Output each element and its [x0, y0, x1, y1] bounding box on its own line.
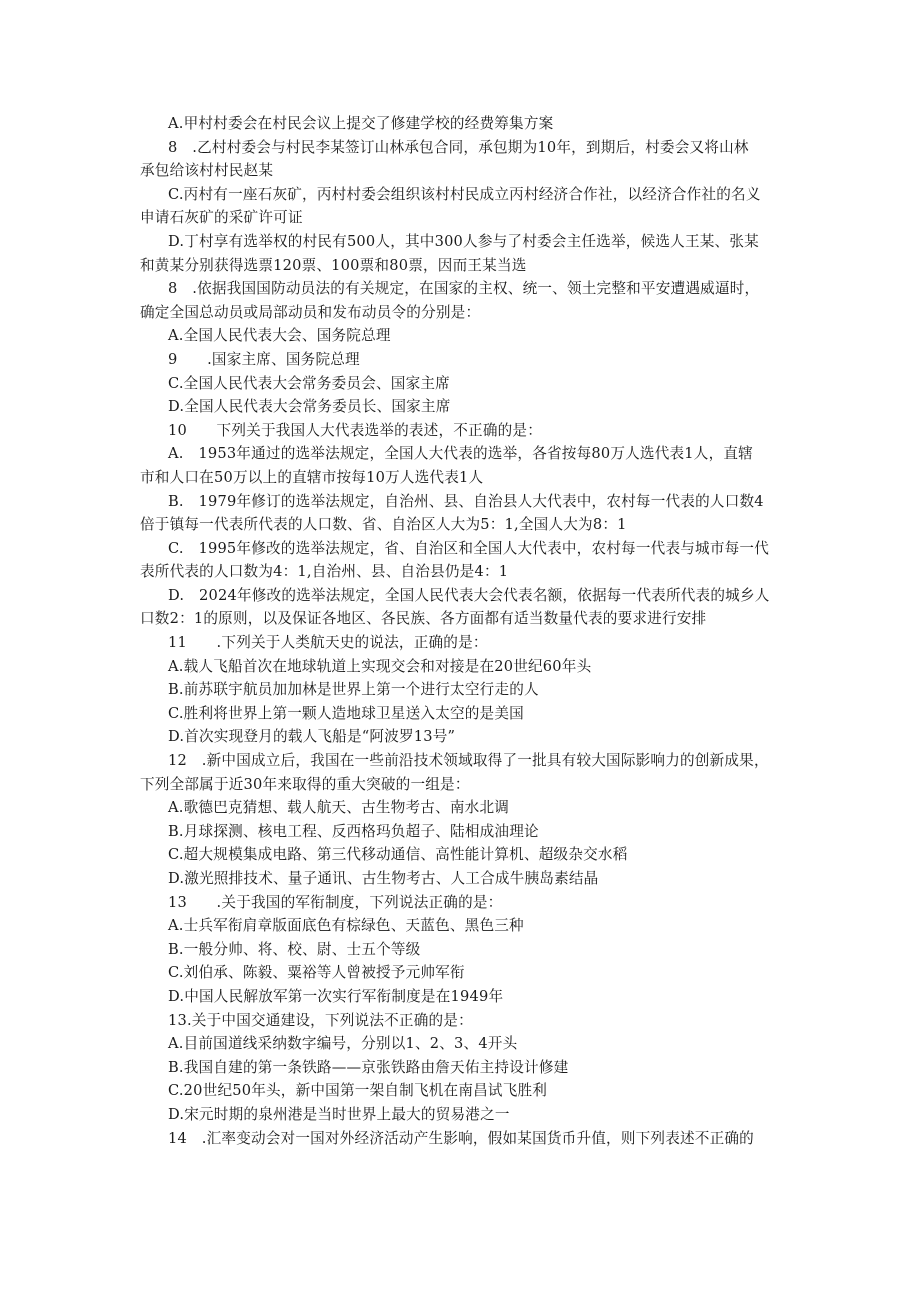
text-line: 市和人口在50万以上的直辖市按每10万人选代表1人 — [140, 468, 484, 486]
text-line: A.目前国道线采纳数字编号，分别以1、2、3、4开头 — [168, 1035, 518, 1053]
text-line: A.全国人民代表大会、国务院总理 — [168, 327, 391, 345]
text-line: C.丙村有一座石灰矿，丙村村委会组织该村村民成立丙村经济合作社，以经济合作社的名义 — [168, 185, 761, 203]
text-line: A.歌德巴克猜想、载人航天、古生物考古、南水北调 — [168, 799, 510, 817]
text-line: C.超大规模集成电路、第三代移动通信、高性能计算机、超级杂交水稻 — [168, 846, 628, 864]
text-line: C.刘伯承、陈毅、粟裕等人曾被授予元帅军衔 — [168, 964, 465, 982]
text-line: A.甲村村委会在村民会议上提交了修建学校的经费筹集方案 — [168, 115, 554, 132]
text-line: B.前苏联宇航员加加林是世界上第一个进行太空行走的人 — [168, 681, 539, 699]
text-line: A.士兵军衔肩章版面底色有棕绿色、天蓝色、黑色三种 — [168, 917, 524, 935]
text-line: B.一般分帅、将、校、尉、士五个等级 — [168, 940, 421, 958]
text-line: 口数2：1的原则，以及保证各地区、各民族、各方面都有适当数量代表的要求进行安排 — [140, 610, 707, 628]
text-line: 9 .国家主席、国务院总理 — [168, 350, 360, 368]
text-line: B.我国自建的第一条铁路——京张铁路由詹天佑主持设计修建 — [168, 1058, 569, 1076]
text-line: D.丁村享有选举权的村民有500人，其中300人参与了村委会主任选举，候选人王某、张某 — [168, 232, 759, 250]
text-line: A.载人飞船首次在地球轨道上实现交会和对接是在20世纪60年头 — [168, 657, 592, 675]
text-line: D.宋元时期的泉州港是当时世界上最大的贸易港之一 — [168, 1105, 510, 1123]
text-line: A. 1953年通过的选举法规定，全国人大代表的选举，各省按每80万人选代表1人，直辖 — [168, 445, 753, 463]
text-line: 申请石灰矿的采矿许可证 — [140, 209, 303, 227]
text-line: B.月球探测、核电工程、反西格玛负超子、陆相成油理论 — [168, 822, 539, 840]
text-line: D. 2024年修改的选举法规定，全国人民代表大会代表名额，依据每一代表所代表的城乡人 — [168, 586, 770, 604]
text-line: C. 1995年修改的选举法规定，省、自治区和全国人大代表中，农村每一代表与城市每一代 — [168, 539, 769, 557]
text-line: 下列全部属于近30年来取得的重大突破的一组是： — [140, 775, 470, 793]
text-line: D.激光照排技术、量子通讯、古生物考古、人工合成牛胰岛素结晶 — [168, 870, 599, 887]
text-line: 13.关于中国交通建设，下列说法不正确的是： — [168, 1011, 473, 1029]
text-line: 承包给该村村民赵某 — [140, 162, 274, 180]
text-line: 确定全国总动员或局部动员和发布动员令的分别是： — [140, 303, 481, 321]
text-line: 表所代表的人口数为4：1,自治州、县、自治县仍是4：1 — [140, 563, 509, 581]
text-line: 11 .下列关于人类航天史的说法，正确的是： — [168, 634, 488, 652]
text-line: 和黄某分别获得选票120票、100票和80票，因而王某当选 — [140, 256, 527, 274]
text-line: 倍于镇每一代表所代表的人口数、省、自治区人大为5：1,全国人大为8：1 — [140, 516, 627, 534]
text-line: D.中国人民解放军第一次实行军衔制度是在1949年 — [168, 987, 504, 1005]
text-line: 12 .新中国成立后，我国在一些前沿技术领域取得了一批具有较大国际影响力的创新成果， — [168, 752, 769, 770]
text-line: C.全国人民代表大会常务委员会、国家主席 — [168, 374, 450, 392]
text-line: 14 .汇率变动会对一国对外经济活动产生影响，假如某国货币升值，则下列表述不正确的 — [168, 1129, 754, 1147]
text-line: 13 .关于我国的军衔制度，下列说法正确的是： — [168, 893, 503, 911]
text-line: 8 .乙村村委会与村民李某签订山林承包合同，承包期为10年，到期后，村委会又将山林 — [168, 138, 749, 156]
text-line: 10 下列关于我国人大代表选举的表述，不正确的是： — [168, 421, 543, 439]
text-line: B. 1979年修订的选举法规定，自治州、县、自治县人大代表中，农村每一代表的人口数4 — [168, 492, 764, 510]
text-line: C.20世纪50年头，新中国第一架自制飞机在南昌试飞胜利 — [168, 1082, 548, 1100]
text-line: 8 .依据我国国防动员法的有关规定，在国家的主权、统一、领土完整和平安遭遇威逼时， — [168, 280, 760, 298]
text-line: D.全国人民代表大会常务委员长、国家主席 — [168, 398, 451, 416]
document-body — [140, 112, 790, 1150]
text-line: D.首次实现登月的载人飞船是“阿波罗13号” — [168, 728, 456, 746]
text-line: C.胜利将世界上第一颗人造地球卫星送入太空的是美国 — [168, 704, 524, 722]
